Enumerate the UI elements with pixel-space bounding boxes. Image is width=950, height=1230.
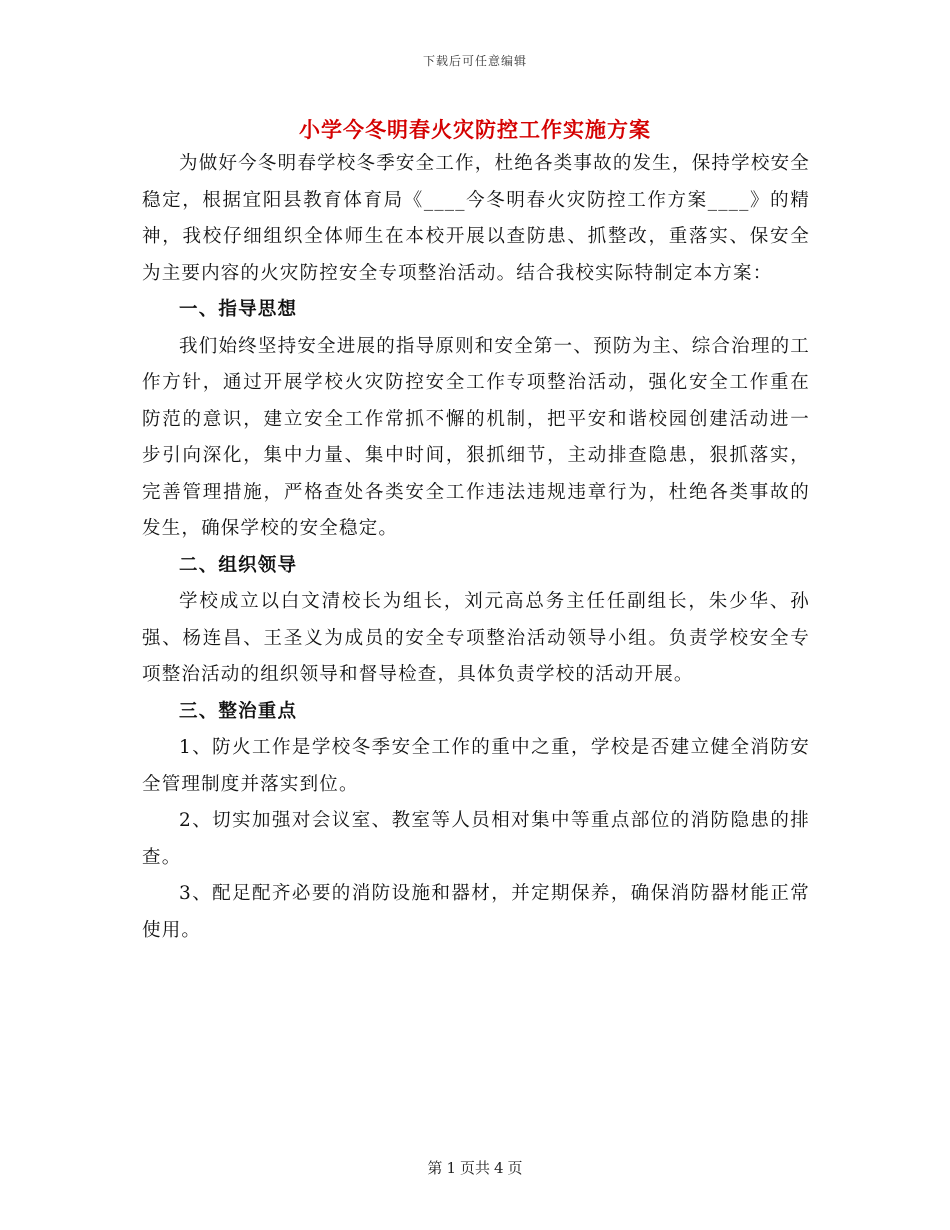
footer-suffix: 页 <box>507 1159 523 1177</box>
page-footer <box>0 1157 950 1178</box>
section-paragraph: 我们始终坚持安全进展的指导原则和安全第一、预防为主、综合治理的工作方针，通过开展学校火灾防控安全工作专项整治活动，强化安全工作重在防范的意识，建立安全工作常抓不懈的机制，把平安和谐校园创建活动进一步引向深化，集中力量、集中时间，狠抓细节，主动排查隐患，狠抓落实，完善管理措施，严格查处各类安全工作违法违规违章行为，杜绝各类事故的发生，确保学校的安全稳定。 <box>142 335 810 539</box>
numbered-item: 2、切实加强对会议室、教室等人员相对集中等重点部位的消防隐患的排查。 <box>142 810 810 868</box>
footer-total-pages: 4 <box>494 1159 504 1177</box>
section-heading-organization: 二、组织领导 <box>179 554 298 576</box>
footer-middle: 页共 <box>459 1159 490 1177</box>
section-paragraph: 学校成立以白文清校长为组长，刘元高总务主任任副组长，朱少华、孙强、杨连昌、王圣义为成员的安全专项整治活动领导小组。负责学校安全专项整治活动的组织领导和督导检查，具体负责学校的活动开展。 <box>142 591 810 685</box>
header-note: 下载后可任意编辑 <box>422 54 527 68</box>
footer-page-number: 1 <box>446 1159 456 1177</box>
footer-prefix: 第 <box>427 1159 443 1177</box>
numbered-item: 1、防火工作是学校冬季安全工作的重中之重，学校是否建立健全消防安全管理制度并落实到位。 <box>142 737 810 795</box>
section-heading-rectification-focus: 三、整治重点 <box>179 700 298 722</box>
intro-paragraph: 为做好今冬明春学校冬季安全工作，杜绝各类事故的发生，保持学校安全稳定，根据宜阳县教育体育局《____今冬明春火灾防控工作方案____》的精神，我校仔细组织全体师生在本校开展以查防患、抓整改，重落实、保安全为主要内容的火灾防控安全专项整治活动。结合我校实际特制定本方案： <box>142 153 810 284</box>
document-body <box>142 146 810 949</box>
numbered-item: 3、配足配齐必要的消防设施和器材，并定期保养，确保消防器材能正常使用。 <box>142 883 810 941</box>
document-title: 小学今冬明春火灾防控工作实施方案 <box>299 117 651 142</box>
section-heading-guiding-ideology: 一、指导思想 <box>179 299 298 320</box>
